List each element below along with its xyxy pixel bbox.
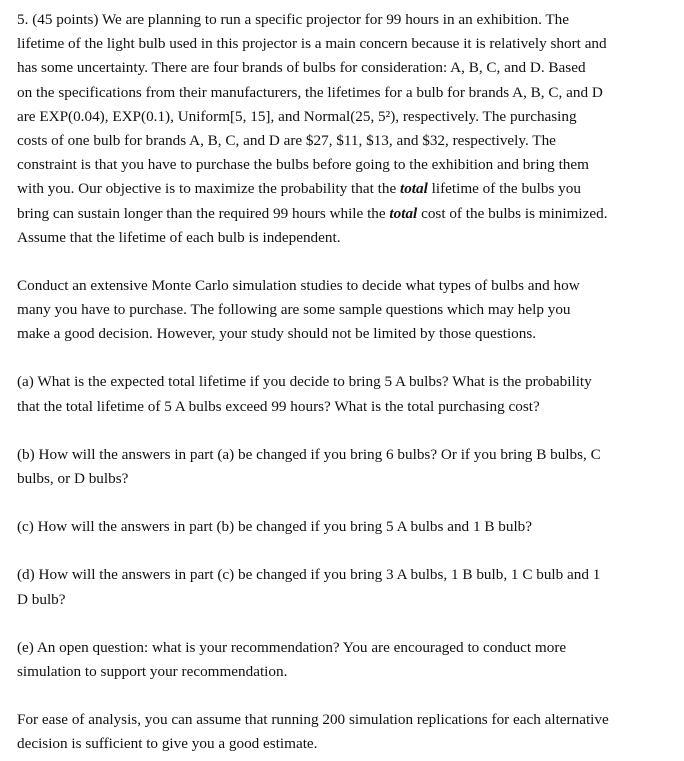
problem-text: cost of the bulbs is minimized. [417, 204, 608, 222]
question-a [17, 370, 677, 418]
problem-text: with you. Our objective is to maximize the probability that the [17, 180, 400, 198]
problem-statement [17, 8, 677, 250]
intro-line: make a good decision. However, your study should not be limited by those questions. [17, 325, 537, 343]
problem-line: are EXP(0.04), EXP(0.1), Uniform[5, 15], and Normal(25, 5²), respectively. The purchasing [17, 107, 577, 125]
question-line: D bulb? [17, 590, 66, 608]
intro-line: many you have to purchase. The following are some sample questions which may help you [17, 301, 571, 319]
emphasis-total: total [399, 180, 428, 198]
problem-text: bring can sustain longer than the required 99 hours while the [17, 204, 390, 222]
question-line: (e) An open question: what is your recommendation? You are encouraged to conduct more [17, 638, 567, 656]
question-b [17, 443, 677, 491]
problem-line: has some uncertainty. There are four brands of bulbs for consideration: A, B, C, and D. Based [17, 59, 586, 77]
problem-line: Assume that the lifetime of each bulb is independent. [17, 228, 341, 246]
problem-line: on the specifications from their manufacturers, the lifetimes for a bulb for brands A, B, C, and D [17, 83, 603, 101]
intro-paragraph [17, 274, 677, 347]
question-line: (d) How will the answers in part (c) be changed if you bring 3 A bulbs, 1 B bulb, 1 C bulb and 1 [17, 566, 601, 584]
question-line: (a) What is the expected total lifetime if you decide to bring 5 A bulbs? What is the probability [17, 373, 592, 391]
question-line: simulation to support your recommendation. [17, 662, 288, 680]
problem-line-objective [17, 177, 677, 201]
problem-line-cost [17, 202, 677, 226]
question-e [17, 636, 677, 684]
question-line: that the total lifetime of 5 A bulbs exceed 99 hours? What is the total purchasing cost? [17, 397, 540, 415]
document-page [17, 8, 677, 757]
problem-text: lifetime of the bulbs you [427, 180, 581, 198]
problem-line: lifetime of the light bulb used in this projector is a main concern because it is relatively short and [17, 35, 607, 53]
question-d [17, 563, 677, 611]
question-line: bulbs, or D bulbs? [17, 470, 129, 487]
intro-line: Conduct an extensive Monte Carlo simulation studies to decide what types of bulbs and how [17, 276, 580, 294]
problem-line: 5. (45 points) We are planning to run a specific projector for 99 hours in an exhibition. The [17, 11, 569, 28]
question-c [17, 515, 677, 539]
question-line: (c) How will the answers in part (b) be changed if you bring 5 A bulbs and 1 B bulb? [17, 518, 533, 536]
analysis-note [17, 708, 677, 756]
note-line: For ease of analysis, you can assume that running 200 simulation replications for each alternative [17, 711, 609, 729]
note-line: decision is sufficient to give you a good estimate. [17, 735, 318, 753]
problem-line: costs of one bulb for brands A, B, C, and D are $27, $11, $13, and $32, respectively. The [17, 131, 556, 149]
problem-line: constraint is that you have to purchase the bulbs before going to the exhibition and bring them [17, 156, 589, 174]
question-line: (b) How will the answers in part (a) be changed if you bring 6 bulbs? Or if you bring B bulbs, C [17, 445, 601, 463]
emphasis-total: total [389, 204, 418, 222]
